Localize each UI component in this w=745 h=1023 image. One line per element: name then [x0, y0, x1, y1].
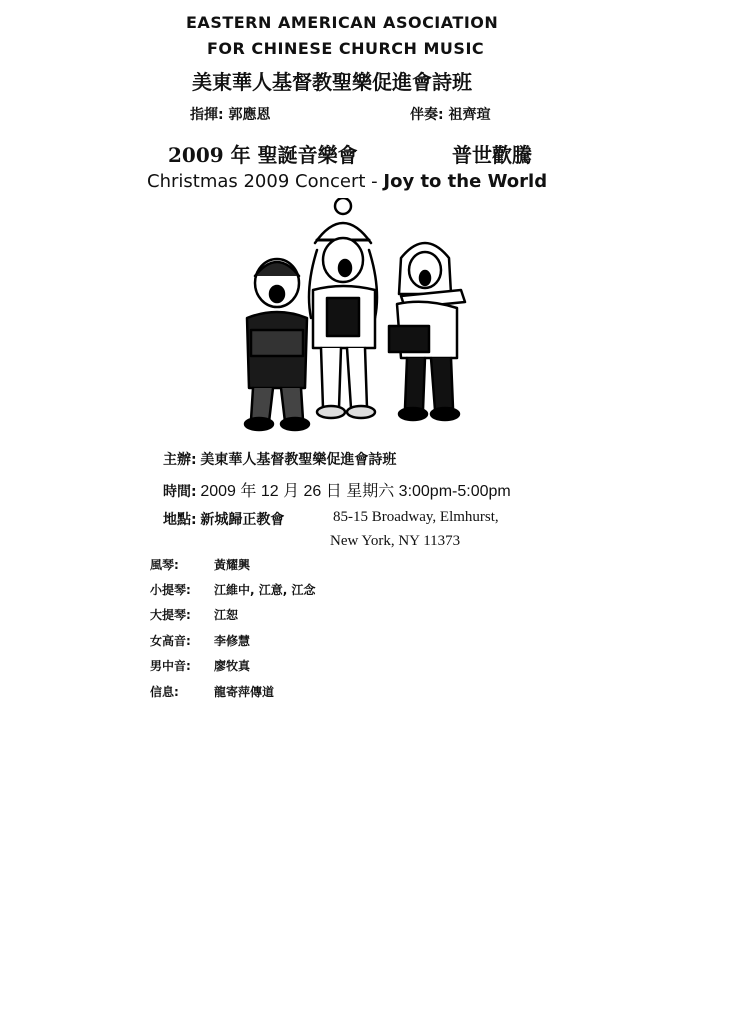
- performer-role: 風琴:: [150, 558, 179, 572]
- org-name-en-line1: EASTERN AMERICAN ASOCIATION: [186, 13, 499, 32]
- host-value: 美東華人基督教聖樂促進會詩班: [200, 452, 397, 468]
- performer-role: 小提琴:: [150, 583, 191, 597]
- carolers-illustration: [225, 198, 485, 433]
- performer-row: [150, 683, 274, 700]
- concert-title-zh: 2009 年 聖誕音樂會: [168, 143, 358, 167]
- place-church: 新城歸正教會: [200, 512, 285, 528]
- concert-title-en-theme: Joy to the World: [383, 171, 548, 192]
- address-line2: New York, NY 11373: [330, 533, 461, 549]
- performer-role: 男中音:: [150, 659, 191, 673]
- performer-row: [150, 632, 250, 649]
- performer-name: 李修慧: [214, 634, 251, 648]
- performer-row: [150, 657, 250, 674]
- org-name-en-line2: FOR CHINESE CHURCH MUSIC: [207, 39, 485, 58]
- conductor-credit: 指揮: 郭應恩: [190, 107, 271, 123]
- org-name-zh: 美東華人基督教聖樂促進會詩班: [192, 70, 472, 94]
- host-label: 主辦:: [163, 452, 197, 468]
- place-row: [163, 509, 284, 529]
- performer-name: 龍寄萍傳道: [214, 685, 275, 699]
- performer-name: 江恕: [214, 608, 239, 622]
- performer-row: [150, 556, 250, 573]
- concert-title-en: [147, 171, 547, 192]
- performer-name: 黃耀興: [214, 558, 251, 572]
- address-line1: 85-15 Broadway, Elmhurst,: [333, 509, 499, 525]
- performer-row: [150, 606, 238, 623]
- performer-role: 大提琴:: [150, 608, 191, 622]
- time-value: 2009 年 12 月 26 日 星期六 3:00pm-5:00pm: [200, 483, 511, 500]
- concert-title-en-prefix: Christmas 2009 Concert -: [147, 171, 384, 192]
- performer-name: 江維中, 江意, 江念: [214, 583, 316, 597]
- host-row: [163, 449, 396, 469]
- performer-name: 廖牧真: [214, 659, 251, 673]
- concert-theme-zh: 普世歡騰: [452, 143, 532, 167]
- performer-role: 女高音:: [150, 634, 191, 648]
- place-label: 地點:: [163, 512, 197, 528]
- performer-role: 信息:: [150, 685, 179, 699]
- time-row: [163, 478, 511, 501]
- time-label: 時間:: [163, 484, 197, 500]
- accompanist-credit: 伴奏: 祖齊瑄: [410, 107, 491, 123]
- performer-row: [150, 581, 315, 598]
